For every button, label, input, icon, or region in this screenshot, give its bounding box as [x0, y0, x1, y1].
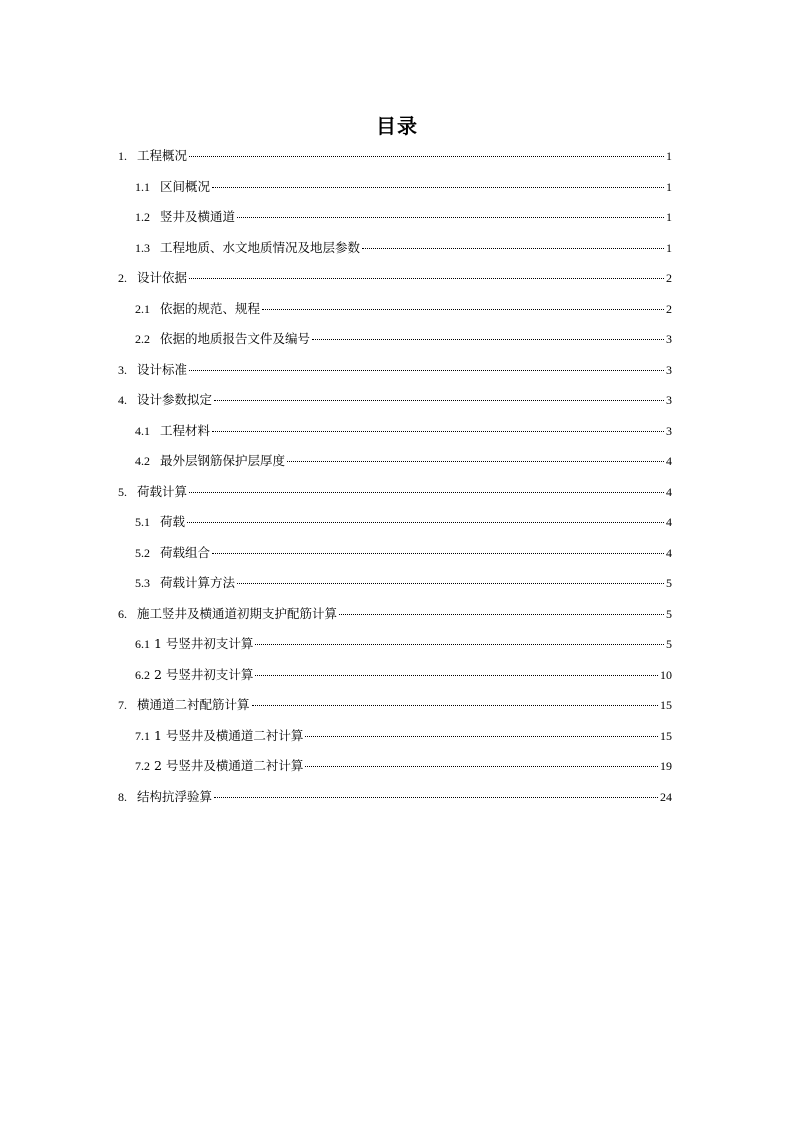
- toc-entry-page: 5: [666, 576, 672, 590]
- toc-entry[interactable]: [118, 728, 672, 759]
- toc-entry-page: 1: [666, 240, 672, 255]
- table-of-contents: [118, 148, 672, 819]
- toc-entry-page: 4: [666, 545, 672, 560]
- toc-entry-page: 2: [666, 271, 672, 285]
- toc-entry-number: 2.2: [135, 332, 150, 346]
- toc-entry-number: 7.2: [135, 759, 150, 773]
- toc-entry-page: 4: [666, 484, 672, 499]
- toc-entry-page: 10: [660, 667, 672, 682]
- toc-entry-label: 1 号竖井初支计算: [154, 636, 254, 651]
- toc-leader-dots: [255, 675, 658, 676]
- toc-entry[interactable]: [118, 209, 672, 240]
- toc-leader-dots: [187, 522, 664, 523]
- toc-entry-page: 2: [666, 301, 672, 316]
- toc-leader-dots: [339, 614, 664, 615]
- toc-entry[interactable]: [118, 240, 672, 271]
- toc-leader-dots: [287, 461, 664, 462]
- toc-entry-number: 3.: [118, 362, 127, 377]
- toc-entry-number: 6.: [118, 606, 127, 621]
- toc-entry[interactable]: [118, 575, 672, 606]
- toc-entry-page: 3: [666, 362, 672, 377]
- toc-entry-page: 5: [666, 637, 672, 651]
- toc-entry-page: 4: [666, 515, 672, 529]
- toc-entry-page: 24: [660, 789, 672, 804]
- toc-entry[interactable]: [118, 423, 672, 454]
- toc-entry-page: 4: [666, 454, 672, 468]
- toc-entry-number: 2.: [118, 271, 127, 285]
- toc-leader-dots: [212, 187, 664, 188]
- toc-entry[interactable]: [118, 331, 672, 362]
- toc-entry-number: 1.: [118, 149, 127, 163]
- toc-entry-label: 2 号竖井初支计算: [154, 666, 254, 682]
- toc-entry-label: 工程材料: [160, 422, 211, 438]
- toc-title: 目录: [376, 114, 418, 138]
- toc-entry[interactable]: [118, 606, 672, 637]
- toc-entry-number: 8.: [118, 789, 127, 804]
- toc-leader-dots: [262, 309, 664, 310]
- toc-entry-page: 19: [660, 759, 672, 773]
- toc-entry-page: 1: [666, 149, 672, 163]
- toc-leader-dots: [189, 156, 664, 157]
- toc-entry[interactable]: [118, 667, 672, 698]
- toc-entry-label: 设计依据: [137, 270, 188, 285]
- toc-leader-dots: [237, 217, 664, 218]
- toc-leader-dots: [189, 492, 664, 493]
- toc-leader-dots: [305, 736, 658, 737]
- toc-entry-label: 竖井及横通道: [160, 209, 236, 224]
- toc-entry[interactable]: [118, 392, 672, 423]
- toc-entry-label: 1 号竖井及横通道二衬计算: [154, 727, 304, 743]
- toc-entry-label: 区间概况: [160, 178, 211, 194]
- toc-entry-label: 施工竖井及横通道初期支护配筋计算: [137, 605, 338, 621]
- toc-entry[interactable]: [118, 148, 672, 179]
- toc-entry-number: 4.2: [135, 454, 150, 468]
- toc-entry-page: 1: [666, 210, 672, 224]
- toc-entry-page: 3: [666, 332, 672, 346]
- toc-leader-dots: [252, 705, 658, 706]
- toc-entry[interactable]: [118, 301, 672, 332]
- toc-entry-label: 设计参数拟定: [137, 392, 213, 407]
- toc-entry[interactable]: [118, 697, 672, 728]
- toc-entry-label: 依据的规范、规程: [160, 300, 261, 316]
- toc-entry-label: 荷载: [160, 514, 186, 529]
- toc-entry[interactable]: [118, 636, 672, 667]
- toc-entry-number: 5.: [118, 484, 127, 499]
- toc-leader-dots: [212, 431, 664, 432]
- toc-leader-dots: [312, 339, 664, 340]
- toc-entry-number: 5.2: [135, 545, 150, 560]
- toc-leader-dots: [189, 370, 664, 371]
- toc-entry-number: 4.1: [135, 423, 150, 438]
- toc-entry-page: 15: [660, 698, 672, 712]
- toc-leader-dots: [189, 278, 664, 279]
- toc-entry[interactable]: [118, 270, 672, 301]
- toc-entry-label: 结构抗浮验算: [137, 788, 213, 804]
- toc-entry-label: 横通道二衬配筋计算: [137, 697, 250, 712]
- toc-entry-label: 荷载计算方法: [160, 575, 236, 590]
- toc-entry-number: 5.3: [135, 576, 150, 590]
- toc-entry-page: 3: [666, 423, 672, 438]
- toc-entry-number: 7.: [118, 698, 127, 712]
- toc-entry-label: 工程地质、水文地质情况及地层参数: [160, 239, 361, 255]
- toc-entry-label: 2 号竖井及横通道二衬计算: [154, 758, 304, 773]
- toc-entry[interactable]: [118, 179, 672, 210]
- toc-entry-number: 5.1: [135, 515, 150, 529]
- toc-leader-dots: [255, 644, 664, 645]
- toc-entry-number: 1.1: [135, 179, 150, 194]
- toc-entry-label: 工程概况: [137, 148, 188, 163]
- toc-leader-dots: [237, 583, 664, 584]
- toc-entry-number: 2.1: [135, 301, 150, 316]
- toc-leader-dots: [362, 248, 664, 249]
- toc-entry-number: 4.: [118, 393, 127, 407]
- toc-entry-page: 5: [666, 606, 672, 621]
- toc-entry-label: 荷载组合: [160, 544, 211, 560]
- toc-entry-number: 1.3: [135, 240, 150, 255]
- toc-leader-dots: [214, 797, 658, 798]
- toc-entry-label: 依据的地质报告文件及编号: [160, 331, 311, 346]
- toc-entry-page: 3: [666, 393, 672, 407]
- toc-leader-dots: [214, 400, 664, 401]
- toc-entry-number: 6.2: [135, 667, 150, 682]
- toc-entry-label: 荷载计算: [137, 483, 188, 499]
- toc-entry[interactable]: [118, 758, 672, 789]
- toc-entry[interactable]: [118, 484, 672, 515]
- toc-entry-label: 最外层钢筋保护层厚度: [160, 453, 286, 468]
- toc-entry[interactable]: [118, 362, 672, 393]
- toc-leader-dots: [212, 553, 664, 554]
- toc-entry[interactable]: [118, 789, 672, 820]
- toc-entry[interactable]: [118, 514, 672, 545]
- toc-entry[interactable]: [118, 545, 672, 576]
- toc-leader-dots: [305, 766, 658, 767]
- toc-entry-label: 设计标准: [137, 361, 188, 377]
- toc-entry-number: 1.2: [135, 210, 150, 224]
- toc-entry-page: 1: [666, 179, 672, 194]
- toc-entry-number: 6.1: [135, 637, 150, 651]
- toc-entry-page: 15: [660, 728, 672, 743]
- toc-entry[interactable]: [118, 453, 672, 484]
- toc-entry-number: 7.1: [135, 728, 150, 743]
